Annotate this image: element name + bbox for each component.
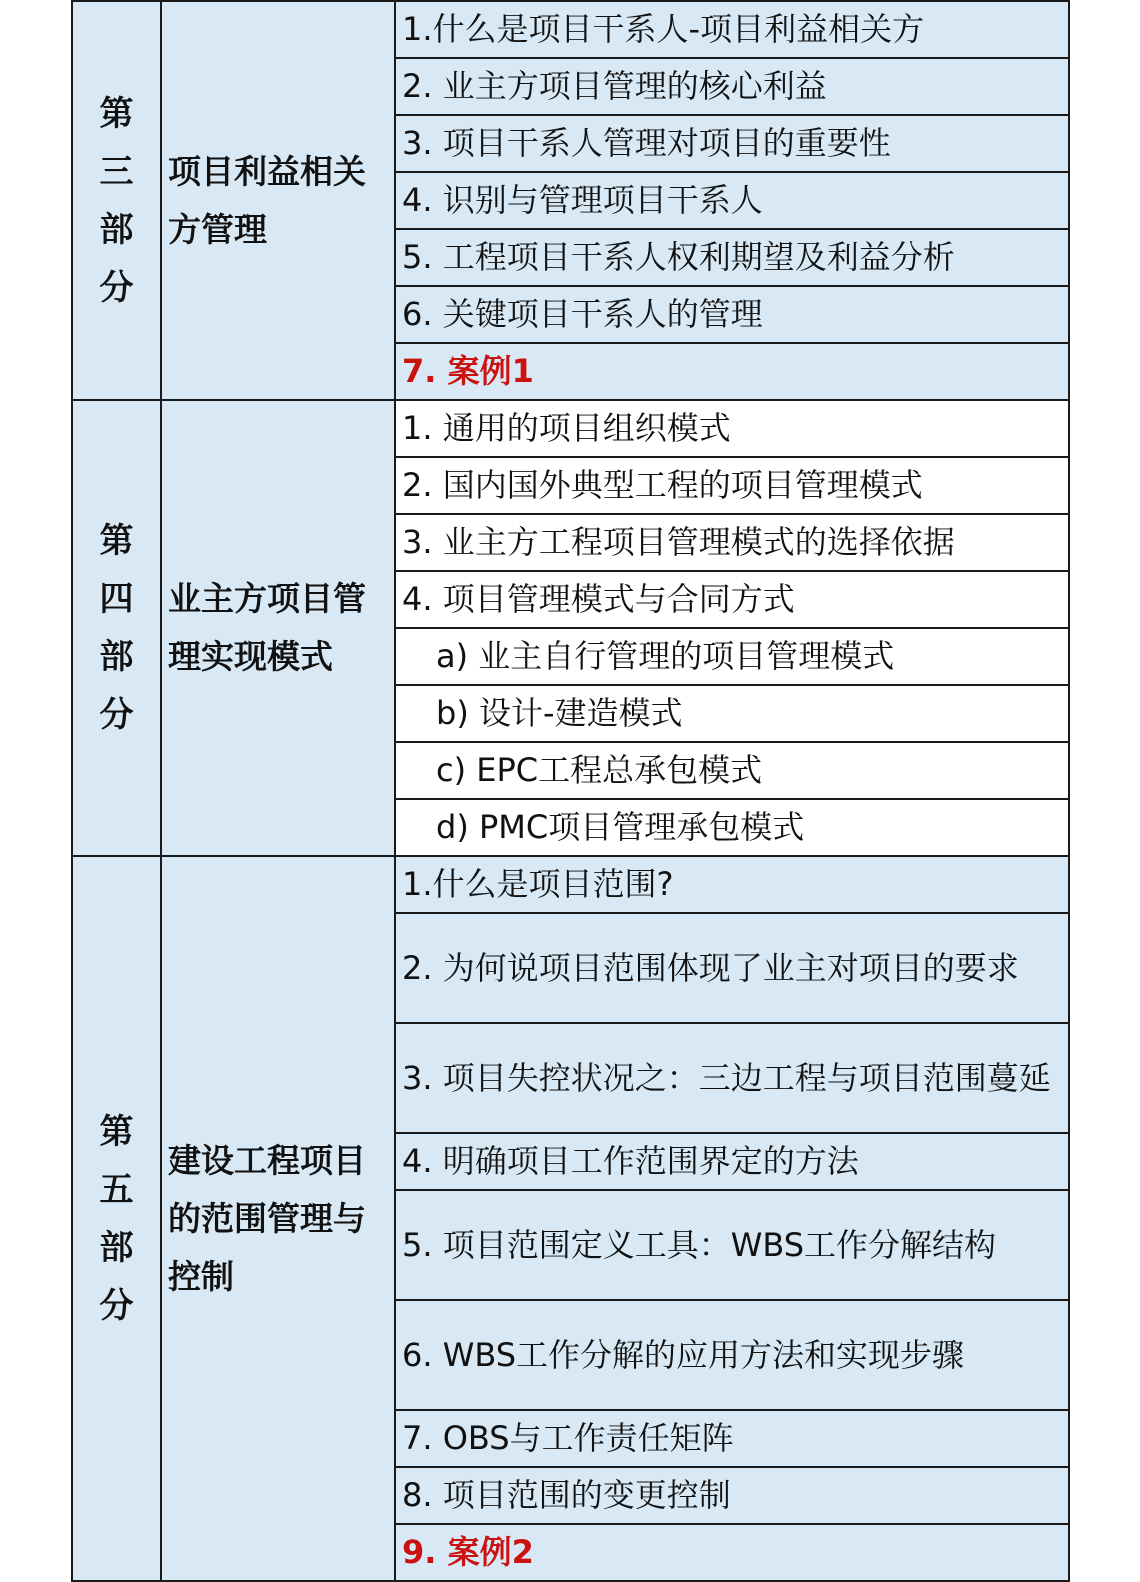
table-row (72, 856, 1069, 913)
section-title-3: 项目利益相关方管理 (161, 1, 395, 400)
part-4-text: 第四部分 (99, 521, 134, 735)
outline-item: 4. 识别与管理项目干系人 (395, 172, 1069, 229)
course-outline-table (71, 0, 1070, 1582)
table-row (72, 1, 1069, 58)
part-label-5 (72, 856, 161, 1581)
outline-item: 5. 项目范围定义工具：WBS工作分解结构 (395, 1190, 1069, 1300)
outline-item: 3. 项目失控状况之：三边工程与项目范围蔓延 (395, 1023, 1069, 1133)
outline-item: 3. 项目干系人管理对项目的重要性 (395, 115, 1069, 172)
outline-item: 4. 明确项目工作范围界定的方法 (395, 1133, 1069, 1190)
section-title-4: 业主方项目管理实现模式 (161, 400, 395, 856)
outline-item: 2. 国内国外典型工程的项目管理模式 (395, 457, 1069, 514)
part-3-text: 第三部分 (99, 93, 134, 308)
outline-item: 2. 为何说项目范围体现了业主对项目的要求 (395, 913, 1069, 1023)
outline-item: 2. 业主方项目管理的核心利益 (395, 58, 1069, 115)
outline-item: 1. 通用的项目组织模式 (395, 400, 1069, 457)
table-row (72, 400, 1069, 457)
outline-item: 5. 工程项目干系人权利期望及利益分析 (395, 229, 1069, 286)
outline-item: 8. 项目范围的变更控制 (395, 1467, 1069, 1524)
section-title-5: 建设工程项目的范围管理与控制 (161, 856, 395, 1581)
part-5-text: 第五部分 (99, 1111, 134, 1326)
outline-item: 6. WBS工作分解的应用方法和实现步骤 (395, 1300, 1069, 1410)
outline-subitem: d) PMC项目管理承包模式 (395, 799, 1069, 856)
outline-item: 1.什么是项目范围? (395, 856, 1069, 913)
outline-item: 4. 项目管理模式与合同方式 (395, 571, 1069, 628)
outline-subitem: b) 设计-建造模式 (395, 685, 1069, 742)
outline-subitem: c) EPC工程总承包模式 (395, 742, 1069, 799)
outline-item: 1.什么是项目干系人-项目利益相关方 (395, 1, 1069, 58)
outline-subitem: a) 业主自行管理的项目管理模式 (395, 628, 1069, 685)
case-item: 9. 案例2 (395, 1524, 1069, 1581)
part-label-3 (72, 1, 161, 400)
case-item: 7. 案例1 (395, 343, 1069, 400)
outline-item: 7. OBS与工作责任矩阵 (395, 1410, 1069, 1467)
outline-item: 3. 业主方工程项目管理模式的选择依据 (395, 514, 1069, 571)
outline-item: 6. 关键项目干系人的管理 (395, 286, 1069, 343)
part-label-4 (72, 400, 161, 856)
